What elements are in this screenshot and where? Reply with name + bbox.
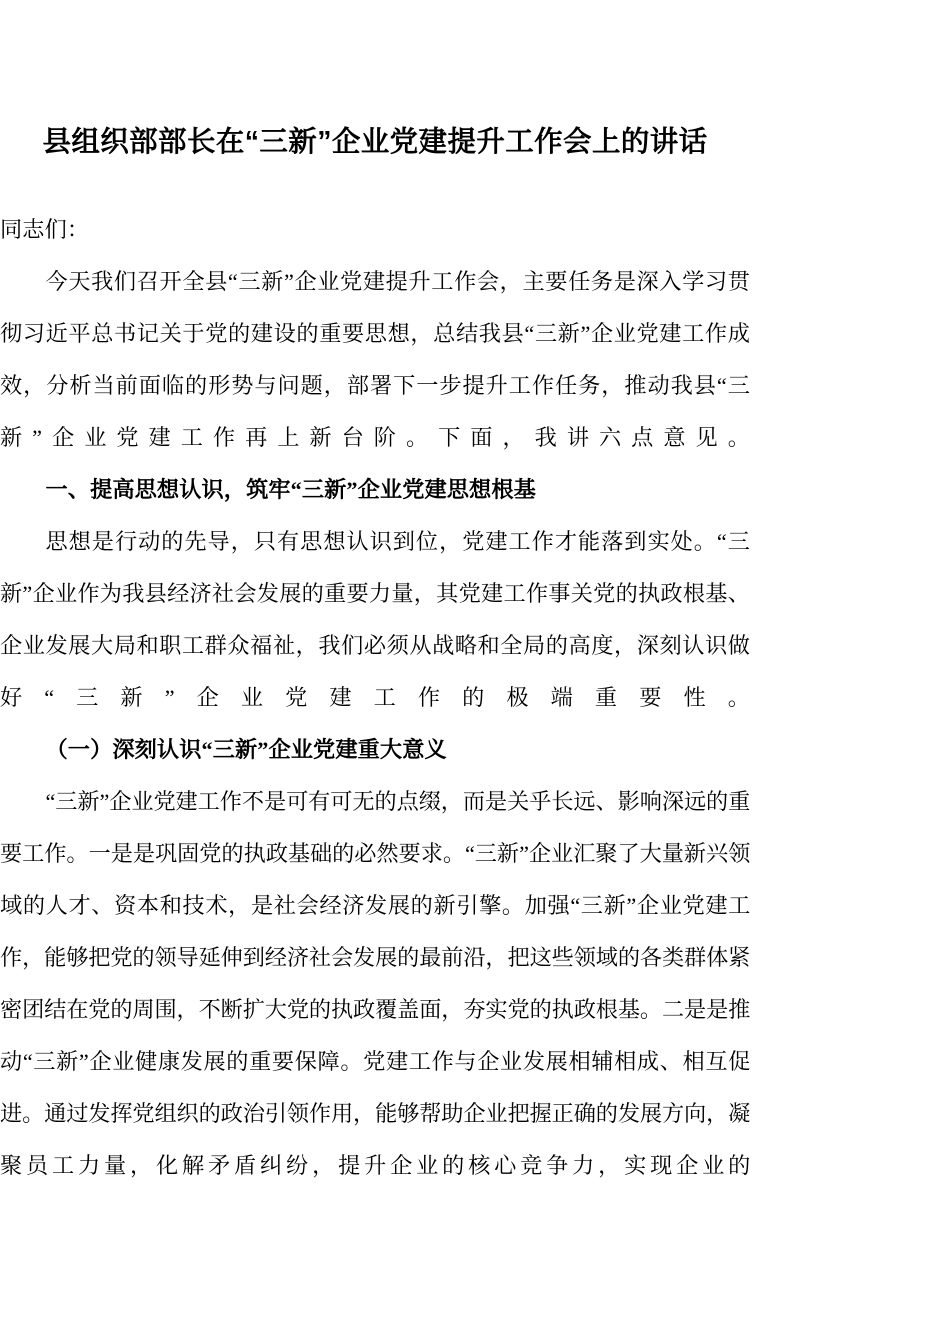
section-heading-one: 一、提高思想认识，筑牢“三新”企业党建思想根基 xyxy=(45,477,536,502)
paragraph-body-1: 思想是行动的先导，只有思想认识到位，党建工作才能落到实处。“三新”企业作为我县经济社会发展的重要力量，其党建工作事关党的执政根基、企业发展大局和职工群众福祉，我们必须从战略和全局的高度，深刻认识做好“三新”企业党建工作的极端重要性。 xyxy=(0,529,750,710)
document-body xyxy=(0,204,750,1192)
page-title: 县组织部部长在“三新”企业党建提升工作会上的讲话 xyxy=(42,126,708,158)
salutation: 同志们： xyxy=(0,217,90,242)
paragraph-intro: 今天我们召开全县“三新”企业党建提升工作会，主要任务是深入学习贯彻习近平总书记关于党的建设的重要思想，总结我县“三新”企业党建工作成效，分析当前面临的形势与问题，部署下一步提升工作任务，推动我县“三新”企业党建工作再上新台阶。下面，我讲六点意见。 xyxy=(0,269,750,450)
paragraph-body-2: “三新”企业党建工作不是可有可无的点缀，而是关乎长远、影响深远的重要工作。一是是巩固党的执政基础的必然要求。“三新”企业汇聚了大量新兴领域的人才、资本和技术，是社会经济发展的新引擎。加强“三新”企业党建工作，能够把党的领导延伸到经济社会发展的最前沿，把这些领域的各类群体紧密团结在党的周围，不断扩大党的执政覆盖面，夯实党的执政根基。二是是推动“三新”企业健康发展的重要保障。党建工作与企业发展相辅相成、相互促进。通过发挥党组织的政治引领作用，能够帮助企业把握正确的发展方向，凝聚员工力量，化解矛盾纠纷，提升企业的核心竞争力，实现企业的 xyxy=(0,789,750,1178)
subsection-heading-one-1: （一）深刻认识“三新”企业党建重大意义 xyxy=(45,737,447,762)
